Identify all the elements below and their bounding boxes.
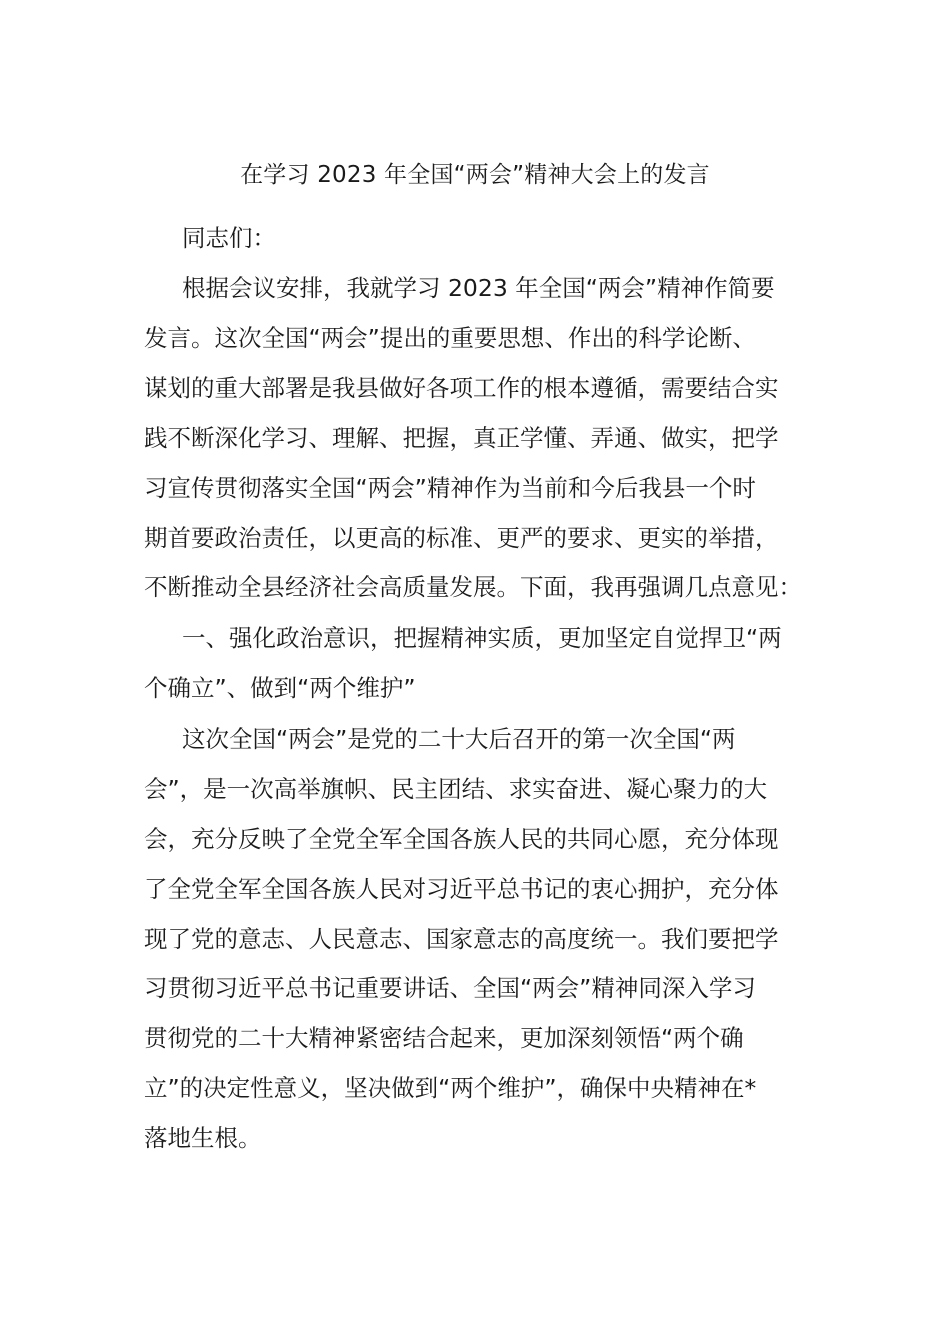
body-line: 不断推动全县经济社会高质量发展。下面，我再强调几点意见： [144,573,802,601]
body-line: 习贯彻习近平总书记重要讲话、全国“两会”精神同深入学习 [144,974,756,1002]
section-heading: 一、强化政治意识，把握精神实质，更加坚定自觉捍卫“两 [182,624,782,652]
body-line: 现了党的意志、人民意志、国家意志的高度统一。我们要把学 [144,925,779,953]
body-line: 发言。这次全国“两会”提出的重要思想、作出的科学论断、 [144,324,756,352]
section-heading: 个确立”、做到“两个维护” [144,674,416,702]
document-title: 在学习 2023 年全国“两会”精神大会上的发言 [240,162,710,188]
salutation: 同志们： [182,224,276,252]
body-line: 谋划的重大部署是我县做好各项工作的根本遵循，需要结合实 [144,374,779,402]
body-line: 立”的决定性意义，坚决做到“两个维护”，确保中央精神在* [144,1074,757,1102]
body-line: 践不断深化学习、理解、把握，真正学懂、弄通、做实，把学 [144,424,779,452]
body-line: 贯彻党的二十大精神紧密结合起来，更加深刻领悟“两个确 [144,1024,744,1052]
body-line: 根据会议安排，我就学习 2023 年全国“两会”精神作简要 [182,274,775,302]
body-line: 了全党全军全国各族人民对习近平总书记的衷心拥护，充分体 [144,875,779,903]
body-line: 这次全国“两会”是党的二十大后召开的第一次全国“两 [182,725,736,753]
body-line: 习宣传贯彻落实全国“两会”精神作为当前和今后我县一个时 [144,474,756,502]
body-line: 会”，是一次高举旗帜、民主团结、求实奋进、凝心聚力的大 [144,775,768,803]
body-line: 期首要政治责任，以更高的标准、更严的要求、更实的举措， [144,524,779,552]
body-line: 落地生根。 [144,1124,262,1152]
body-line: 会，充分反映了全党全军全国各族人民的共同心愿，充分体现 [144,825,779,853]
